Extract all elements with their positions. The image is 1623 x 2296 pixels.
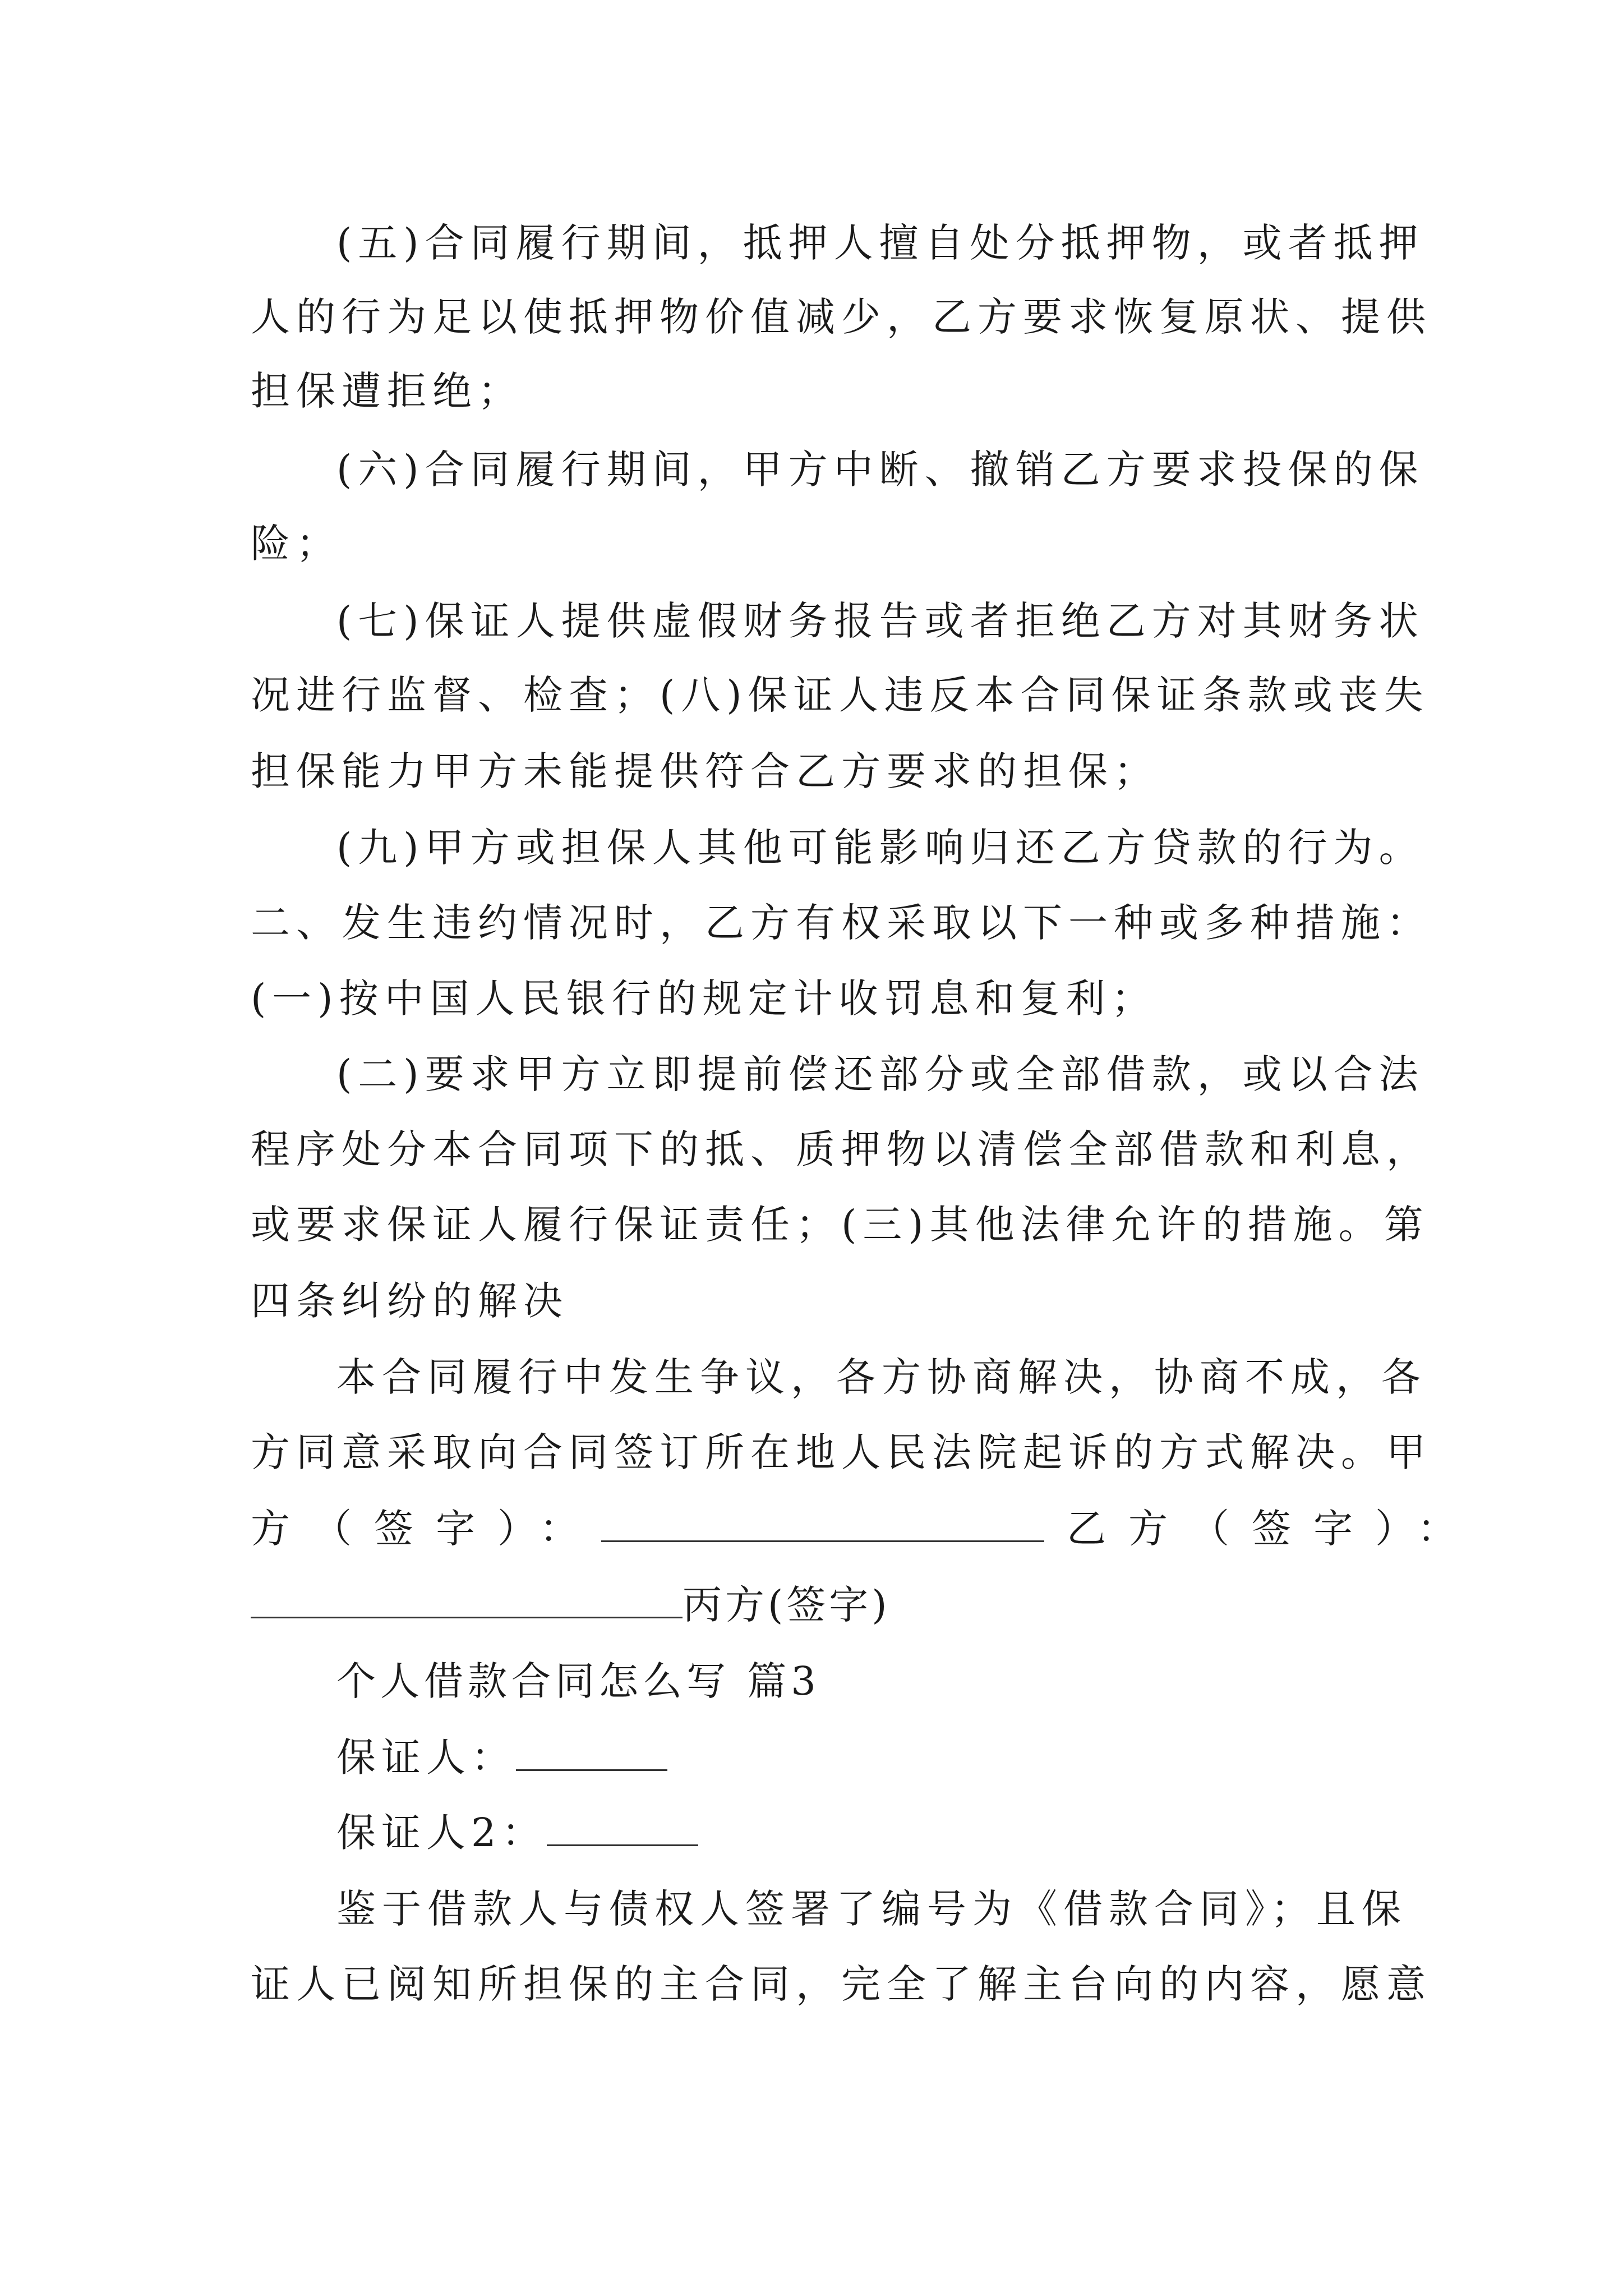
paragraph-line: 方同意采取向合同签订所在地人民法院起诉的方式解决。甲 (251, 1429, 1432, 1475)
guarantor-1-row (336, 1732, 667, 1783)
paragraph-line: (五)合同履行期间，抵押人擅自处分抵押物，或者抵押 (336, 220, 1424, 266)
guarantor-2-blank (547, 1809, 698, 1846)
paragraph-line: (七)保证人提供虚假财务报告或者拒绝乙方对其财务状 (336, 598, 1424, 644)
party-a-signature-label: 方（签字）： (251, 1506, 601, 1552)
paragraph-line: 证人已阅知所担保的主合同，完全了解主台向的内容，愿意 (251, 1961, 1432, 2007)
guarantor-1-label: 保证人： (336, 1734, 516, 1780)
paragraph-line: 或要求保证人履行保证责任；(三)其他法律允许的措施。第 (251, 1202, 1430, 1248)
paragraph-line: 担保能力甲方未能提供符合乙方要求的担保； (251, 748, 1159, 794)
paragraph-line: 四条纠纷的解决 (251, 1278, 569, 1324)
party-c-signature-label: 丙方(签字) (683, 1582, 891, 1628)
paragraph-line: (二)要求甲方立即提前偿还部分或全部借款，或以合法 (336, 1051, 1424, 1097)
section-heading: 个人借款合同怎么写 篇3 (336, 1658, 820, 1704)
paragraph-line: 本合同履行中发生争议，各方协商解决，协商不成，各 (336, 1354, 1427, 1400)
party-b-signature-blank (251, 1581, 683, 1618)
guarantor-1-blank (516, 1733, 667, 1771)
paragraph-line: (六)合同履行期间，甲方中断、撤销乙方要求投保的保 (336, 447, 1424, 493)
paragraph-line: 人的行为足以使抵押物价值减少，乙方要求恢复原状、提供 (251, 294, 1432, 340)
guarantor-2-row (336, 1807, 698, 1858)
paragraph-line: 险； (251, 521, 342, 567)
guarantor-2-label: 保证人2： (336, 1810, 547, 1856)
paragraph-line: 鉴于借款人与债权人签署了编号为《借款合同》；且保 (336, 1886, 1407, 1932)
party-b-signature-label: 乙方（签字）： (1067, 1506, 1479, 1552)
paragraph-line: 二、发生违约情况时，乙方有权采取以下一种或多种措施： (251, 900, 1432, 946)
party-a-signature-blank (601, 1504, 1044, 1542)
paragraph-line: 况进行监督、检查；(八)保证人违反本合同保证条款或丧失 (251, 672, 1430, 718)
paragraph-line: (一)按中国人民银行的规定计收罚息和复利； (251, 976, 1157, 1022)
signature-row-1 (251, 1503, 1479, 1554)
paragraph-line: 担保遭拒绝； (251, 368, 523, 414)
paragraph-line: 程序处分本合同项下的抵、质押物以清偿全部借款和利息， (251, 1126, 1432, 1172)
paragraph-line: (九)甲方或担保人其他可能影响归还乙方贷款的行为。 (336, 825, 1424, 871)
signature-row-2 (251, 1580, 891, 1630)
